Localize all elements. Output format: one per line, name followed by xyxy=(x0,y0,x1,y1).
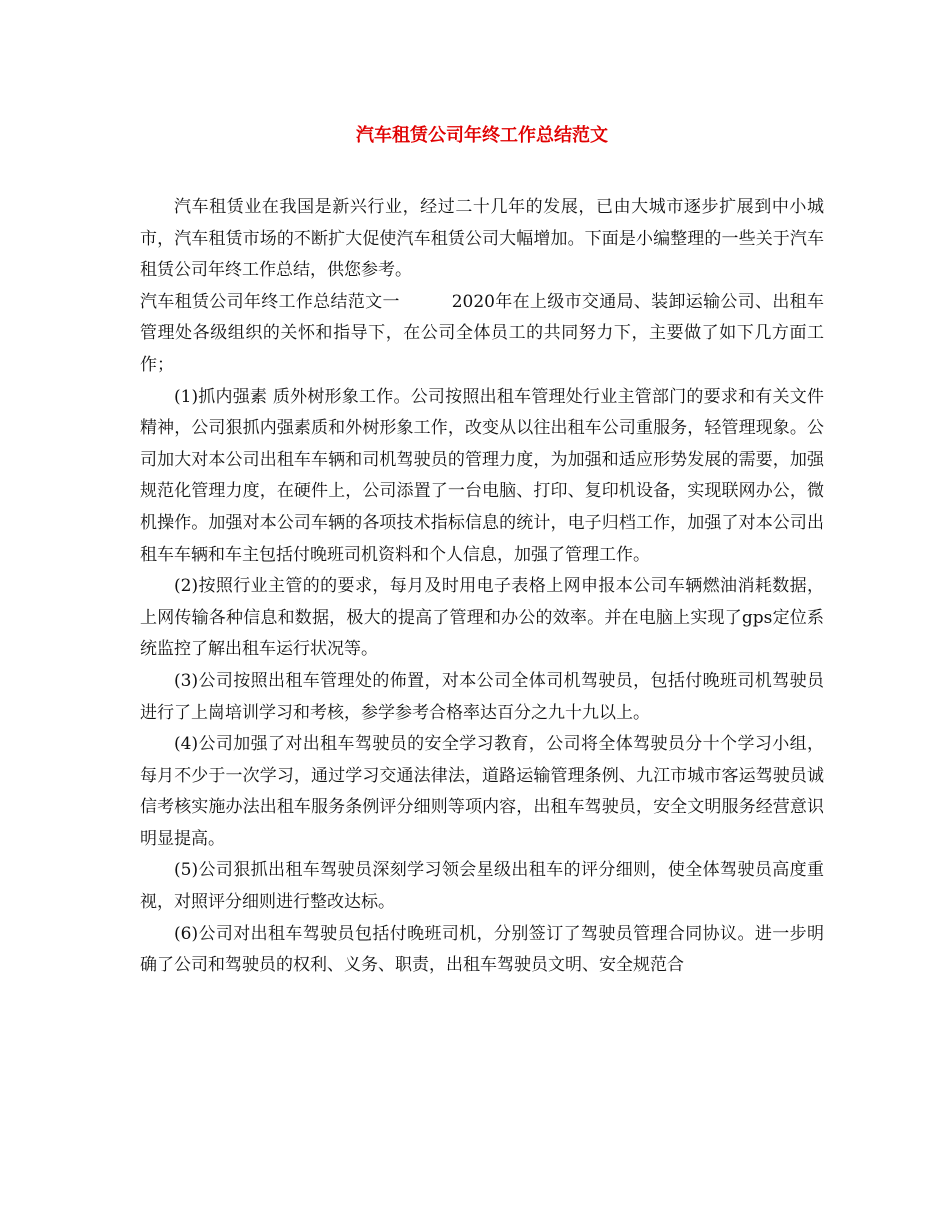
document-body xyxy=(140,192,824,982)
item-paragraph-1: (1)抓内强素 质外树形象工作。公司按照出租车管理处行业主管部门的要求和有关文件精神，公司狠抓内强素质和外树形象工作，改变从以往出租车公司重服务，轻管理现象。公司加大对本公司出租车车辆和司机驾驶员的管理力度，为加强和适应形势发展的需要，加强规范化管理力度，在硬件上，公司添置了一台电脑、打印、复印机设备，实现联网办公，微机操作。加强对本公司车辆的各项技术指标信息的统计，电子归档工作，加强了对本公司出租车车辆和车主包括付晚班司机资料和个人信息，加强了管理工作。 xyxy=(140,386,824,565)
section-heading-paragraph: 汽车租赁公司年终工作总结范文一 2020年在上级市交通局、装卸运输公司、出租车管理处各级组织的关怀和指导下，在公司全体员工的共同努力下，主要做了如下几方面工作； xyxy=(140,291,824,375)
document-title: 汽车租赁公司年终工作总结范文 xyxy=(356,125,608,146)
item-paragraph-4: (4)公司加强了对出租车驾驶员的安全学习教育，公司将全体驾驶员分十个学习小组，每月不少于一次学习，通过学习交通法律法，道路运输管理条例、九江市城市客运驾驶员诚信考核实施办法出租车服务条例评分细则等项内容，出租车驾驶员，安全文明服务经营意识明显提高。 xyxy=(140,734,824,849)
item-paragraph-5: (5)公司狠抓出租车驾驶员深刻学习领会星级出租车的评分细则，使全体驾驶员高度重视，对照评分细则进行整改达标。 xyxy=(140,860,824,913)
intro-paragraph: 汽车租赁业在我国是新兴行业，经过二十几年的发展，已由大城市逐步扩展到中小城市，汽车租赁市场的不断扩大促使汽车租赁公司大幅增加。下面是小编整理的一些关于汽车租赁公司年终工作总结，供您参考。 xyxy=(140,197,824,281)
item-paragraph-2: (2)按照行业主管的的要求，每月及时用电子表格上网申报本公司车辆燃油消耗数据，上网传输各种信息和数据，极大的提高了管理和办公的效率。并在电脑上实现了gps定位系统监控了解出租车运行状况等。 xyxy=(140,576,824,660)
item-paragraph-3: (3)公司按照出租车管理处的佈置，对本公司全体司机驾驶员，包括付晚班司机驾驶员进行了上崗培训学习和考核，参学参考合格率达百分之九十九以上。 xyxy=(140,670,824,723)
item-paragraph-6: (6)公司对出租车驾驶员包括付晚班司机，分别签订了驾驶员管理合同协议。进一步明确了公司和驾驶员的权利、义务、职责，出租车驾驶员文明、安全规范合 xyxy=(140,923,824,976)
